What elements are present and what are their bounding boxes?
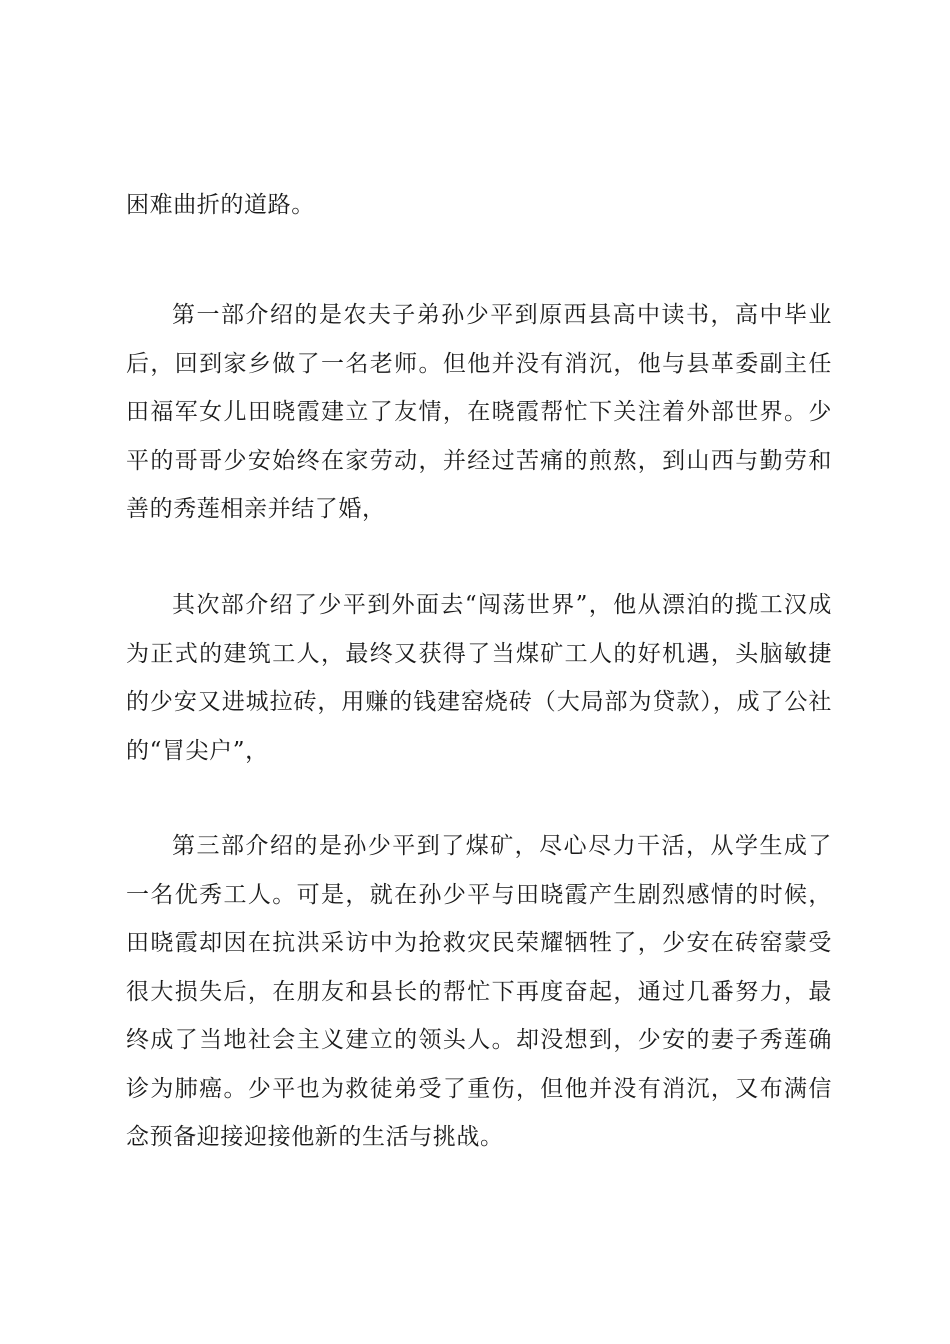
paragraph-part-three: 第三部介绍的是孙少平到了煤矿，尽心尽力干活，从学生成了一名优秀工人。可是，就在孙少平与田晓霞产生剧烈感情的时候，田晓霞却因在抗洪采访中为抢救灾民荣耀牺牲了，少安在砖窑蒙受很大损失后，在朋友和县长的帮忙下再度奋起，通过几番努力，最终成了当地社会主义建立的领头人。却没想到，少安的妻子秀莲确诊为肺癌。少平也为救徒弟受了重伤，但他并没有消沉，又布满信念预备迎接迎接他新的生活与挑战。 <box>126 833 832 1150</box>
paragraph-continuation: 困难曲折的道路。 <box>126 192 315 218</box>
paragraph-part-one: 第一部介绍的是农夫子弟孙少平到原西县高中读书，高中毕业后，回到家乡做了一名老师。但他并没有消沉，他与县革委副主任田福军女儿田晓霞建立了友情，在晓霞帮忙下关注着外部世界。少平的哥哥少安始终在家劳动，并经过苦痛的煎熬，到山西与勤劳和善的秀莲相亲并结了婚， <box>126 302 832 522</box>
paragraph-part-two: 其次部介绍了少平到外面去“闯荡世界”，他从漂泊的揽工汉成为正式的建筑工人，最终又获得了当煤矿工人的好机遇，头脑敏捷的少安又进城拉砖，用赚的钱建窑烧砖（大局部为贷款），成了公社的“冒尖户”， <box>126 592 832 764</box>
